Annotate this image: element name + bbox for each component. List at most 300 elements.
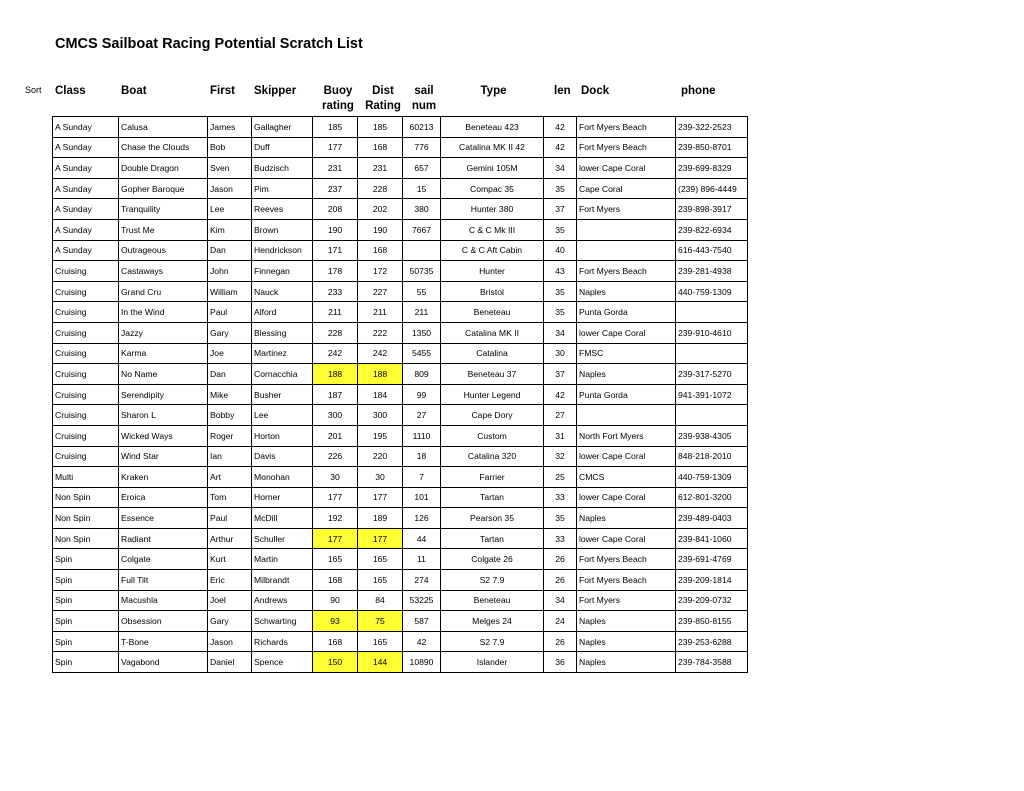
- dist-rating-cell: 227: [358, 281, 403, 302]
- class-cell: Cruising: [53, 384, 119, 405]
- type-cell: Beneteau 37: [441, 364, 544, 385]
- dock-cell: [577, 219, 676, 240]
- len-cell: 26: [544, 631, 577, 652]
- buoy-rating-cell: 178: [313, 261, 358, 282]
- dist-rating-cell: 165: [358, 570, 403, 591]
- table-row: [53, 611, 748, 632]
- buoy-rating-cell: 208: [313, 199, 358, 220]
- len-cell: 34: [544, 322, 577, 343]
- phone-cell: 941-391-1072: [676, 384, 748, 405]
- phone-cell: [676, 343, 748, 364]
- type-cell: Hunter: [441, 261, 544, 282]
- phone-cell: 239-253-6288: [676, 631, 748, 652]
- class-cell: A Sunday: [53, 158, 119, 179]
- skipper-cell: Monohan: [252, 467, 313, 488]
- table-row: [53, 631, 748, 652]
- boat-cell: Jazzy: [119, 322, 208, 343]
- dist-rating-cell: 189: [358, 508, 403, 529]
- dock-cell: Naples: [577, 631, 676, 652]
- len-cell: 31: [544, 425, 577, 446]
- dist-rating-cell: 190: [358, 219, 403, 240]
- class-cell: Cruising: [53, 343, 119, 364]
- len-cell: 27: [544, 405, 577, 426]
- table-row: [53, 261, 748, 282]
- first-name-cell: Mike: [208, 384, 252, 405]
- header-buoy-rating: [315, 84, 361, 114]
- dist-rating-cell: 300: [358, 405, 403, 426]
- header-class: Class: [55, 85, 86, 97]
- skipper-cell: Spence: [252, 652, 313, 673]
- class-cell: Spin: [53, 549, 119, 570]
- phone-cell: 848-218-2010: [676, 446, 748, 467]
- header-buoy-line2: rating: [322, 100, 354, 112]
- table-row: [53, 199, 748, 220]
- class-cell: Non Spin: [53, 528, 119, 549]
- table-row: [53, 528, 748, 549]
- type-cell: Catalina MK II: [441, 322, 544, 343]
- class-cell: A Sunday: [53, 117, 119, 138]
- class-cell: A Sunday: [53, 137, 119, 158]
- dist-rating-cell: 177: [358, 528, 403, 549]
- type-cell: C & C Aft Cabin: [441, 240, 544, 261]
- sail-num-cell: 42: [403, 631, 441, 652]
- class-cell: A Sunday: [53, 240, 119, 261]
- buoy-rating-cell: 242: [313, 343, 358, 364]
- sail-num-cell: 7: [403, 467, 441, 488]
- skipper-cell: Davis: [252, 446, 313, 467]
- phone-cell: 239-850-8155: [676, 611, 748, 632]
- first-name-cell: Dan: [208, 364, 252, 385]
- first-name-cell: Dan: [208, 240, 252, 261]
- dist-rating-cell: 228: [358, 178, 403, 199]
- buoy-rating-cell: 190: [313, 219, 358, 240]
- first-name-cell: Ian: [208, 446, 252, 467]
- dock-cell: Fort Myers Beach: [577, 549, 676, 570]
- skipper-cell: Gallagher: [252, 117, 313, 138]
- table-row: [53, 178, 748, 199]
- boat-cell: Vagabond: [119, 652, 208, 673]
- header-boat: Boat: [121, 85, 147, 97]
- first-name-cell: Eric: [208, 570, 252, 591]
- phone-cell: 239-938-4305: [676, 425, 748, 446]
- buoy-rating-cell: 30: [313, 467, 358, 488]
- scratch-list-table: [52, 116, 748, 673]
- len-cell: 30: [544, 343, 577, 364]
- table-row: [53, 137, 748, 158]
- type-cell: Gemini 105M: [441, 158, 544, 179]
- buoy-rating-cell: 90: [313, 590, 358, 611]
- class-cell: Cruising: [53, 322, 119, 343]
- table-row: [53, 281, 748, 302]
- buoy-rating-cell: 177: [313, 487, 358, 508]
- dock-cell: Naples: [577, 508, 676, 529]
- phone-cell: 239-898-3917: [676, 199, 748, 220]
- header-type: Type: [480, 85, 507, 97]
- dock-cell: Naples: [577, 611, 676, 632]
- table-row: [53, 364, 748, 385]
- sail-num-cell: 5455: [403, 343, 441, 364]
- boat-cell: Serendipity: [119, 384, 208, 405]
- class-cell: Spin: [53, 570, 119, 591]
- class-cell: Cruising: [53, 364, 119, 385]
- class-cell: Cruising: [53, 425, 119, 446]
- first-name-cell: Gary: [208, 322, 252, 343]
- buoy-rating-cell: 188: [313, 364, 358, 385]
- skipper-cell: Milbrandt: [252, 570, 313, 591]
- dist-rating-cell: 211: [358, 302, 403, 323]
- skipper-cell: Cornacchia: [252, 364, 313, 385]
- boat-cell: Wind Star: [119, 446, 208, 467]
- len-cell: 42: [544, 117, 577, 138]
- boat-cell: Colgate: [119, 549, 208, 570]
- dock-cell: Punta Gorda: [577, 384, 676, 405]
- dist-rating-cell: 84: [358, 590, 403, 611]
- dist-rating-cell: 168: [358, 137, 403, 158]
- skipper-cell: Schwarting: [252, 611, 313, 632]
- dist-rating-cell: 222: [358, 322, 403, 343]
- dist-rating-cell: 172: [358, 261, 403, 282]
- buoy-rating-cell: 185: [313, 117, 358, 138]
- phone-cell: [676, 302, 748, 323]
- dock-cell: lower Cape Coral: [577, 446, 676, 467]
- boat-cell: Castaways: [119, 261, 208, 282]
- skipper-cell: Nauck: [252, 281, 313, 302]
- first-name-cell: Daniel: [208, 652, 252, 673]
- dist-rating-cell: 144: [358, 652, 403, 673]
- skipper-cell: Brown: [252, 219, 313, 240]
- type-cell: Beneteau: [441, 302, 544, 323]
- dock-cell: Fort Myers: [577, 590, 676, 611]
- first-name-cell: Kim: [208, 219, 252, 240]
- type-cell: Melges 24: [441, 611, 544, 632]
- first-name-cell: Art: [208, 467, 252, 488]
- len-cell: 33: [544, 487, 577, 508]
- boat-cell: Sharon L: [119, 405, 208, 426]
- type-cell: Tartan: [441, 487, 544, 508]
- phone-cell: [676, 405, 748, 426]
- dist-rating-cell: 30: [358, 467, 403, 488]
- skipper-cell: Reeves: [252, 199, 313, 220]
- skipper-cell: Lee: [252, 405, 313, 426]
- buoy-rating-cell: 300: [313, 405, 358, 426]
- boat-cell: T-Bone: [119, 631, 208, 652]
- class-cell: Spin: [53, 611, 119, 632]
- class-cell: Multi: [53, 467, 119, 488]
- first-name-cell: James: [208, 117, 252, 138]
- boat-cell: Gopher Baroque: [119, 178, 208, 199]
- dock-cell: [577, 240, 676, 261]
- type-cell: C & C Mk III: [441, 219, 544, 240]
- sail-num-cell: 50735: [403, 261, 441, 282]
- dist-rating-cell: 75: [358, 611, 403, 632]
- len-cell: 35: [544, 302, 577, 323]
- dist-rating-cell: 242: [358, 343, 403, 364]
- dist-rating-cell: 220: [358, 446, 403, 467]
- sail-num-cell: 18: [403, 446, 441, 467]
- buoy-rating-cell: 228: [313, 322, 358, 343]
- skipper-cell: Martin: [252, 549, 313, 570]
- sail-num-cell: 10890: [403, 652, 441, 673]
- boat-cell: Double Dragon: [119, 158, 208, 179]
- boat-cell: Macushla: [119, 590, 208, 611]
- boat-cell: Full Tilt: [119, 570, 208, 591]
- buoy-rating-cell: 177: [313, 137, 358, 158]
- phone-cell: 239-822-6934: [676, 219, 748, 240]
- sail-num-cell: 587: [403, 611, 441, 632]
- buoy-rating-cell: 177: [313, 528, 358, 549]
- first-name-cell: Joe: [208, 343, 252, 364]
- class-cell: Spin: [53, 652, 119, 673]
- type-cell: Compac 35: [441, 178, 544, 199]
- type-cell: Colgate 26: [441, 549, 544, 570]
- phone-cell: 239-784-3588: [676, 652, 748, 673]
- class-cell: Spin: [53, 590, 119, 611]
- len-cell: 35: [544, 219, 577, 240]
- sail-num-cell: 776: [403, 137, 441, 158]
- table-row: [53, 240, 748, 261]
- boat-cell: Calusa: [119, 117, 208, 138]
- phone-cell: 239-209-1814: [676, 570, 748, 591]
- dock-cell: Fort Myers Beach: [577, 117, 676, 138]
- buoy-rating-cell: 150: [313, 652, 358, 673]
- buoy-rating-cell: 93: [313, 611, 358, 632]
- buoy-rating-cell: 231: [313, 158, 358, 179]
- phone-cell: 239-489-0403: [676, 508, 748, 529]
- dock-cell: Punta Gorda: [577, 302, 676, 323]
- header-first: First: [210, 85, 235, 97]
- dock-cell: lower Cape Coral: [577, 158, 676, 179]
- buoy-rating-cell: 211: [313, 302, 358, 323]
- boat-cell: No Name: [119, 364, 208, 385]
- buoy-rating-cell: 226: [313, 446, 358, 467]
- dock-cell: Naples: [577, 652, 676, 673]
- phone-cell: 239-699-8329: [676, 158, 748, 179]
- class-cell: Non Spin: [53, 508, 119, 529]
- sail-num-cell: 53225: [403, 590, 441, 611]
- class-cell: Cruising: [53, 302, 119, 323]
- dist-rating-cell: 177: [358, 487, 403, 508]
- first-name-cell: Bobby: [208, 405, 252, 426]
- boat-cell: Outrageous: [119, 240, 208, 261]
- class-cell: Cruising: [53, 281, 119, 302]
- boat-cell: Wicked Ways: [119, 425, 208, 446]
- type-cell: Beneteau: [441, 590, 544, 611]
- len-cell: 24: [544, 611, 577, 632]
- phone-cell: 239-317-5270: [676, 364, 748, 385]
- class-cell: Cruising: [53, 405, 119, 426]
- header-buoy-line1: Buoy: [323, 85, 353, 97]
- boat-cell: In the Wind: [119, 302, 208, 323]
- first-name-cell: John: [208, 261, 252, 282]
- first-name-cell: Jason: [208, 631, 252, 652]
- len-cell: 25: [544, 467, 577, 488]
- phone-cell: 616-443-7540: [676, 240, 748, 261]
- type-cell: Custom: [441, 425, 544, 446]
- len-cell: 43: [544, 261, 577, 282]
- dist-rating-cell: 231: [358, 158, 403, 179]
- sail-num-cell: 11: [403, 549, 441, 570]
- phone-cell: 440-759-1309: [676, 281, 748, 302]
- class-cell: Cruising: [53, 261, 119, 282]
- skipper-cell: Horner: [252, 487, 313, 508]
- class-cell: A Sunday: [53, 178, 119, 199]
- dock-cell: Fort Myers Beach: [577, 137, 676, 158]
- table-row: [53, 219, 748, 240]
- header-sail-line1: sail: [414, 85, 434, 97]
- table-row: [53, 117, 748, 138]
- sail-num-cell: 99: [403, 384, 441, 405]
- dist-rating-cell: 165: [358, 631, 403, 652]
- phone-cell: 612-801-3200: [676, 487, 748, 508]
- dock-cell: Fort Myers: [577, 199, 676, 220]
- class-cell: A Sunday: [53, 199, 119, 220]
- sail-num-cell: 15: [403, 178, 441, 199]
- len-cell: 42: [544, 137, 577, 158]
- sail-num-cell: 1110: [403, 425, 441, 446]
- sail-num-cell: 27: [403, 405, 441, 426]
- first-name-cell: Joel: [208, 590, 252, 611]
- len-cell: 37: [544, 199, 577, 220]
- boat-cell: Tranquility: [119, 199, 208, 220]
- dist-rating-cell: 188: [358, 364, 403, 385]
- dock-cell: Naples: [577, 364, 676, 385]
- buoy-rating-cell: 165: [313, 549, 358, 570]
- header-dock: Dock: [581, 85, 610, 97]
- first-name-cell: Jason: [208, 178, 252, 199]
- type-cell: Catalina: [441, 343, 544, 364]
- buoy-rating-cell: 192: [313, 508, 358, 529]
- dock-cell: CMCS: [577, 467, 676, 488]
- boat-cell: Kraken: [119, 467, 208, 488]
- boat-cell: Chase the Clouds: [119, 137, 208, 158]
- skipper-cell: Finnegan: [252, 261, 313, 282]
- table-row: [53, 508, 748, 529]
- table-row: [53, 467, 748, 488]
- dock-cell: lower Cape Coral: [577, 487, 676, 508]
- len-cell: 37: [544, 364, 577, 385]
- len-cell: 35: [544, 281, 577, 302]
- sail-num-cell: 55: [403, 281, 441, 302]
- boat-cell: Eroica: [119, 487, 208, 508]
- table-row: [53, 158, 748, 179]
- type-cell: Pearson 35: [441, 508, 544, 529]
- boat-cell: Obsession: [119, 611, 208, 632]
- skipper-cell: Andrews: [252, 590, 313, 611]
- dock-cell: North Fort Myers: [577, 425, 676, 446]
- sort-label: Sort: [25, 85, 42, 95]
- type-cell: Catalina 320: [441, 446, 544, 467]
- dock-cell: Fort Myers Beach: [577, 570, 676, 591]
- dist-rating-cell: 195: [358, 425, 403, 446]
- dist-rating-cell: 165: [358, 549, 403, 570]
- first-name-cell: Paul: [208, 508, 252, 529]
- len-cell: 33: [544, 528, 577, 549]
- first-name-cell: Arthur: [208, 528, 252, 549]
- phone-cell: 239-209-0732: [676, 590, 748, 611]
- type-cell: Islander: [441, 652, 544, 673]
- dock-cell: [577, 405, 676, 426]
- table-row: [53, 652, 748, 673]
- len-cell: 35: [544, 178, 577, 199]
- boat-cell: Radiant: [119, 528, 208, 549]
- table-row: [53, 570, 748, 591]
- skipper-cell: Schuller: [252, 528, 313, 549]
- table-row: [53, 487, 748, 508]
- phone-cell: 239-691-4769: [676, 549, 748, 570]
- first-name-cell: Kurt: [208, 549, 252, 570]
- header-dist-line1: Dist: [372, 85, 394, 97]
- first-name-cell: Sven: [208, 158, 252, 179]
- dock-cell: FMSC: [577, 343, 676, 364]
- phone-cell: (239) 896-4449: [676, 178, 748, 199]
- sail-num-cell: 380: [403, 199, 441, 220]
- dock-cell: lower Cape Coral: [577, 322, 676, 343]
- header-dist-rating: [360, 84, 406, 114]
- len-cell: 42: [544, 384, 577, 405]
- class-cell: Cruising: [53, 446, 119, 467]
- table-row: [53, 446, 748, 467]
- type-cell: S2 7.9: [441, 570, 544, 591]
- dock-cell: Cape Coral: [577, 178, 676, 199]
- table-row: [53, 405, 748, 426]
- boat-cell: Essence: [119, 508, 208, 529]
- buoy-rating-cell: 168: [313, 570, 358, 591]
- first-name-cell: Paul: [208, 302, 252, 323]
- skipper-cell: Budzisch: [252, 158, 313, 179]
- skipper-cell: Alford: [252, 302, 313, 323]
- len-cell: 34: [544, 158, 577, 179]
- header-sail-line2: num: [411, 100, 437, 112]
- table-body: [53, 117, 748, 673]
- skipper-cell: Pim: [252, 178, 313, 199]
- class-cell: A Sunday: [53, 219, 119, 240]
- dist-rating-cell: 184: [358, 384, 403, 405]
- type-cell: Catalina MK II 42: [441, 137, 544, 158]
- buoy-rating-cell: 187: [313, 384, 358, 405]
- sail-num-cell: 809: [403, 364, 441, 385]
- header-sail-num: [405, 84, 443, 114]
- type-cell: Cape Dory: [441, 405, 544, 426]
- sail-num-cell: 126: [403, 508, 441, 529]
- sail-num-cell: 60213: [403, 117, 441, 138]
- type-cell: Hunter 380: [441, 199, 544, 220]
- skipper-cell: Busher: [252, 384, 313, 405]
- len-cell: 40: [544, 240, 577, 261]
- phone-cell: 239-850-8701: [676, 137, 748, 158]
- len-cell: 35: [544, 508, 577, 529]
- dock-cell: Naples: [577, 281, 676, 302]
- sail-num-cell: 44: [403, 528, 441, 549]
- class-cell: Non Spin: [53, 487, 119, 508]
- table-row: [53, 343, 748, 364]
- table-row: [53, 590, 748, 611]
- skipper-cell: Hendrickson: [252, 240, 313, 261]
- table-row: [53, 425, 748, 446]
- phone-cell: 239-841-1060: [676, 528, 748, 549]
- buoy-rating-cell: 168: [313, 631, 358, 652]
- len-cell: 36: [544, 652, 577, 673]
- page-title: CMCS Sailboat Racing Potential Scratch List: [55, 36, 363, 52]
- skipper-cell: Horton: [252, 425, 313, 446]
- first-name-cell: Bob: [208, 137, 252, 158]
- type-cell: Hunter Legend: [441, 384, 544, 405]
- header-len: len: [554, 85, 571, 97]
- len-cell: 26: [544, 549, 577, 570]
- sail-num-cell: 1350: [403, 322, 441, 343]
- skipper-cell: Duff: [252, 137, 313, 158]
- type-cell: Beneteau 423: [441, 117, 544, 138]
- dock-cell: Fort Myers Beach: [577, 261, 676, 282]
